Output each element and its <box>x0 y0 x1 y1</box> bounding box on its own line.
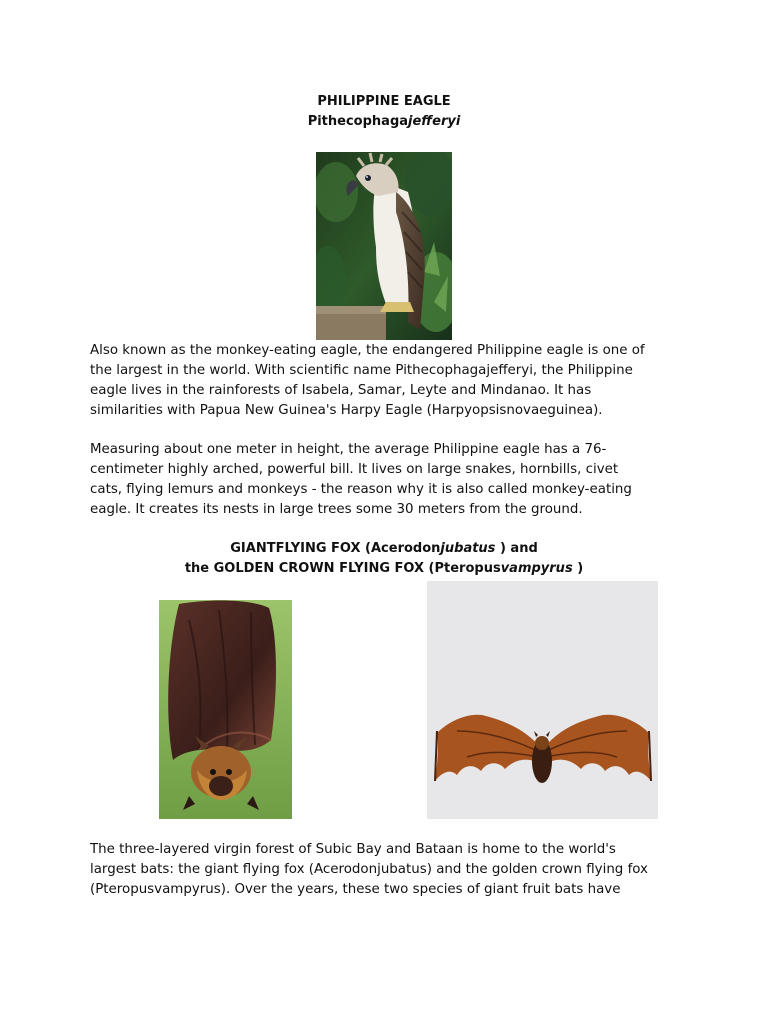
bats-heading <box>0 539 768 579</box>
philippine-eagle-photo <box>316 152 452 340</box>
bats-paragraph: The three-layered virgin forest of Subic Bay and Bataan is home to the world's largest bats: the giant flying fox (Acerodonjubatus) and the golden crown flying fox (Pteropusvampyrus). Over the years, these two species of giant fruit bats have <box>90 842 648 897</box>
eagle-title: PHILIPPINE EAGLE <box>317 94 451 109</box>
bats-heading-line-1: GIANTFLYING FOX (Acerodonjubatus ) and <box>230 541 538 556</box>
golden-crown-flying-fox-photo <box>427 581 658 819</box>
eagle-heading <box>0 92 768 132</box>
eagle-paragraph-1: Also known as the monkey-eating eagle, the endangered Philippine eagle is one of the largest in the world. With scientific name Pithecophagajefferyi, the Philippine eagle lives in the rainforests of Isabela, Samar, Leyte and Mindanao. It has similarities with Papua New Guinea's Harpy Eagle (Harpyopsisnovaeguinea). <box>90 343 645 418</box>
giant-flying-fox-photo <box>159 600 292 819</box>
bats-heading-line-2: the GOLDEN CROWN FLYING FOX (Pteropusvampyrus ) <box>184 561 584 576</box>
eagle-scientific-name: Pithecophagajefferyi <box>307 114 461 129</box>
eagle-paragraph-2: Measuring about one meter in height, the average Philippine eagle has a 76- centimeter highly arched, powerful bill. It lives on large snakes, hornbills, civet cats, flying lemurs and monkeys - the reason why it is also called monkey-eating eagle. It creates its nests in large trees some 30 meters from the ground. <box>90 442 632 517</box>
